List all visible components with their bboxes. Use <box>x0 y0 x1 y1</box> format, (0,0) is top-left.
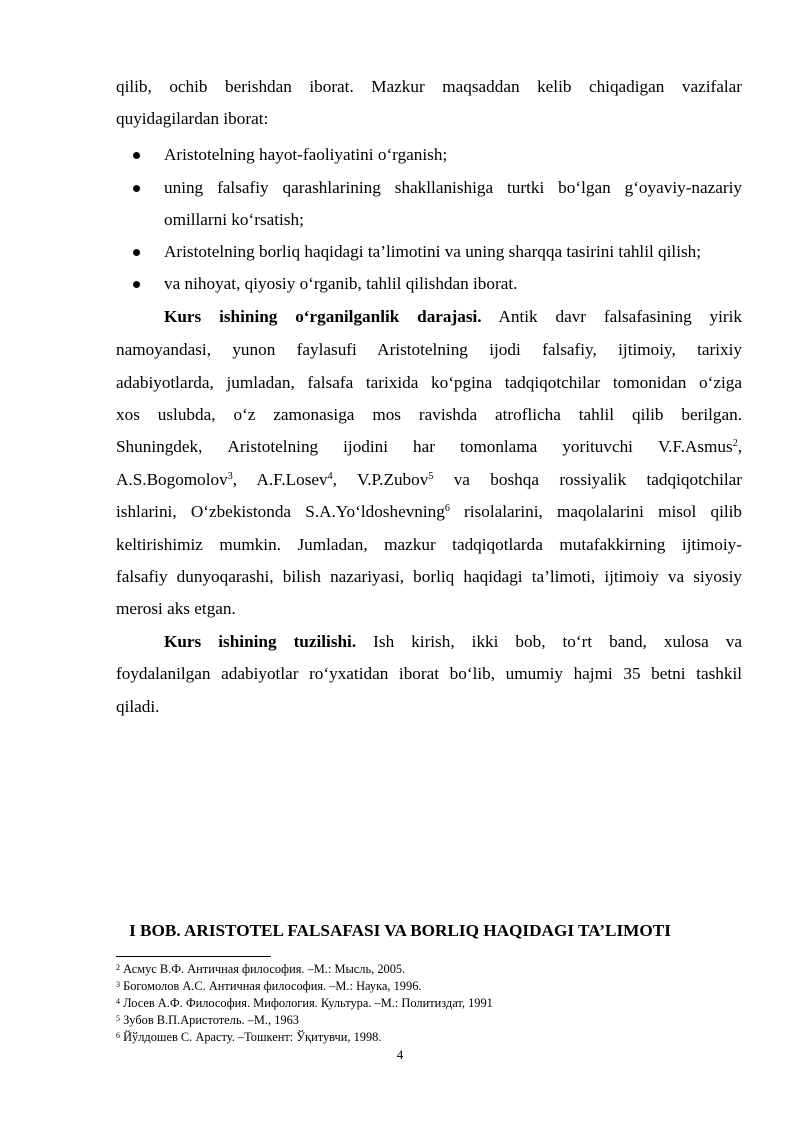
footnote-number: 6 <box>116 1031 120 1040</box>
footnote-ref: 2 <box>732 438 738 449</box>
footnote-ref: 4 <box>327 471 333 482</box>
bullet-dot <box>133 281 140 288</box>
section-lead: Kurs ishining tuzilishi. <box>164 632 357 651</box>
body-text: tomonlama <box>459 437 538 456</box>
body-text: har <box>413 437 435 456</box>
footnote-text: Йўлдошев С. Арасту. –Тошкент: Ўқитувчи, 1998. <box>120 1030 382 1044</box>
body-text: ijodini <box>343 437 389 456</box>
bullet-dot <box>133 185 140 192</box>
page-number: 4 <box>396 1047 404 1062</box>
footnote-text: Лосев А.Ф. Философия. Мифология. Культура. –М.: Политиздат, 1991 <box>120 996 493 1010</box>
footnote <box>116 962 405 977</box>
footnote-number: 4 <box>116 997 120 1006</box>
footnote-number: 2 <box>116 963 120 972</box>
body-line: qiladi. <box>116 697 160 716</box>
footnote-number: 5 <box>116 1014 120 1023</box>
body-text: va boshqa rossiyalik tadqiqotchilar <box>433 470 742 489</box>
paragraph-first-line <box>164 631 742 653</box>
body-line: keltirishimiz mumkin. Jumladan, mazkur tadqiqotlarda mutafakkirning ijtimoiy- <box>116 535 742 554</box>
chapter-heading: I BOB. ARISTOTEL FALSAFASI VA BORLIQ HAQIDAGI TA’LIMOTI <box>129 921 671 940</box>
footnote-ref: 6 <box>444 503 450 514</box>
bullet-item: Aristotelning hayot-faoliyatini o‘rganish; <box>164 145 448 164</box>
bullet-dot <box>133 152 140 159</box>
footnote <box>116 996 493 1011</box>
footnote-ref: 3 <box>227 471 233 482</box>
footnote-text: Зубов В.П.Аристотель. –М., 1963 <box>120 1013 299 1027</box>
body-text: , <box>737 437 742 456</box>
bullet-dot <box>133 249 140 256</box>
body-text: Aristotelning <box>227 437 319 456</box>
section-lead: Kurs ishining o‘rganilganlik darajasi. <box>164 307 482 326</box>
body-text: Antik davr falsafasining yirik <box>481 307 742 326</box>
body-line: namoyandasi, yunon faylasufi Aristotelning ijodi falsafiy, ijtimoiy, tarixiy <box>116 340 742 359</box>
body-line: adabiyotlarda, jumladan, falsafa tarixida ko‘pgina tadqiqotchilar tomonidan o‘ziga <box>116 373 742 392</box>
footnote-text: Богомолов А.С. Античная философия. –М.: Наука, 1996. <box>120 979 422 993</box>
bullet-item: Aristotelning borliq haqidagi ta’limotini va uning sharqqa tasirini tahlil qilish; <box>164 242 702 261</box>
footnote <box>116 1030 381 1045</box>
body-text: V.F.Asmus <box>657 437 733 456</box>
body-text: Shuningdek, <box>116 437 203 456</box>
bullet-item-continuation: omillarni ko‘rsatish; <box>164 210 304 229</box>
body-line <box>116 501 742 523</box>
footnote-number: 3 <box>116 980 120 989</box>
body-text: Ish kirish, ikki bob, to‘rt band, xulosa va <box>356 632 742 651</box>
body-line: quyidagilardan iborat: <box>116 109 269 128</box>
footnote-separator <box>116 956 271 957</box>
footnote-text: Асмус В.Ф. Античная философия. –М.: Мысль, 2005. <box>120 962 406 976</box>
body-text: , A.F.Losev <box>232 470 328 489</box>
body-text: yorituvchi <box>562 437 633 456</box>
body-text: A.S.Bogomolov <box>116 470 228 489</box>
body-line <box>116 469 742 491</box>
body-line: merosi aks etgan. <box>116 599 236 618</box>
body-line: qilib, ochib berishdan iborat. Mazkur maqsaddan kelib chiqadigan vazifalar <box>116 77 742 96</box>
bullet-item: uning falsafiy qarashlarining shakllanishiga turtki bo‘lgan g‘oyaviy-nazariy <box>164 178 742 197</box>
footnote <box>116 979 422 994</box>
paragraph-first-line <box>164 306 742 328</box>
footnote <box>116 1013 299 1028</box>
bullet-item: va nihoyat, qiyosiy o‘rganib, tahlil qilishdan iborat. <box>164 274 518 293</box>
body-text: , V.P.Zubov <box>332 470 429 489</box>
body-line: falsafiy dunyoqarashi, bilish nazariyasi, borliq haqidagi ta’limoti, ijtimoiy va siyosiy <box>116 567 742 586</box>
body-line <box>116 436 742 458</box>
body-text: ishlarini, O‘zbekistonda S.A.Yo‘ldoshevning <box>116 502 445 521</box>
body-text: risolalarini, maqolalarini misol qilib <box>449 502 742 521</box>
body-line: foydalanilgan adabiyotlar ro‘yxatidan iborat bo‘lib, umumiy hajmi 35 betni tashkil <box>116 664 742 683</box>
body-line: xos uslubda, o‘z zamonasiga mos ravishda atroflicha tahlil qilib berilgan. <box>116 405 742 424</box>
footnote-ref: 5 <box>428 471 434 482</box>
